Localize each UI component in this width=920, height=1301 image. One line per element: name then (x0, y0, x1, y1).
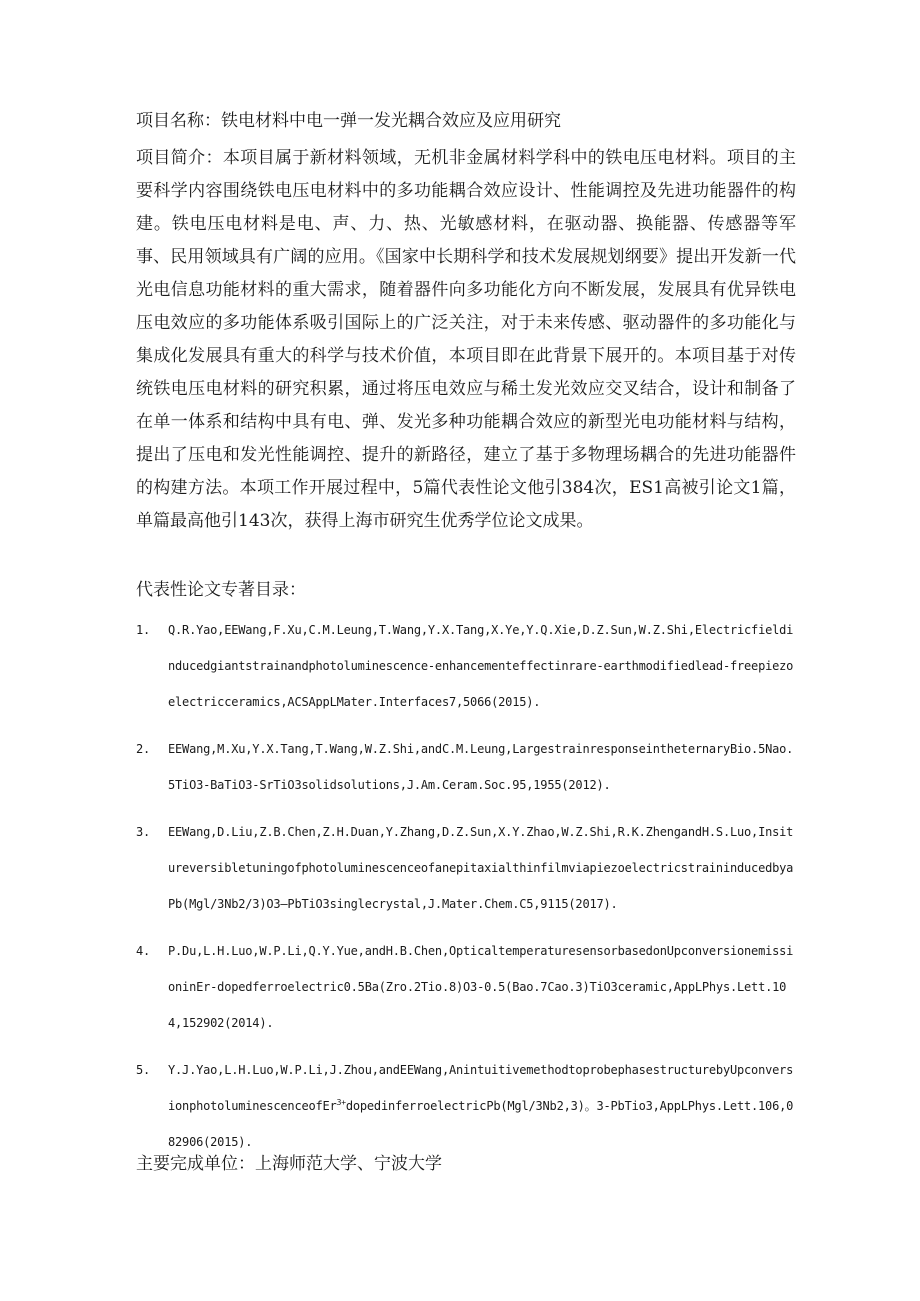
reference-text-part: Y.J.Yao,L.H.Luo,W.P.Li,J.Zhou,andEEWang,AnintuitivemethodtoprobephasestructurebyUpconversionphotoluminescenceofEr (168, 1063, 794, 1113)
reference-item (136, 612, 796, 720)
reference-item (136, 933, 796, 1041)
reference-text: EEWang,M.Xu,Y.X.Tang,T.Wang,W.Z.Shi,andC.M.Leung,LargestrainresponseintheternaryBio.5Nao.5TiO3-BaTiO3-SrTiO3solidsolutions,J.Am.Ceram.Soc.95,1955(2012). (168, 742, 794, 792)
reference-number: 5. (136, 1063, 151, 1077)
reference-item (136, 814, 796, 922)
completion-units: 主要完成单位：上海师范大学、宁波大学 (136, 1154, 442, 1174)
project-title: 项目名称：铁电材料中电一弹一发光耦合效应及应用研究 (136, 111, 561, 131)
reference-text: P.Du,L.H.Luo,W.P.Li,Q.Y.Yue,andH.B.Chen,OpticaltemperaturesensorbasedonUpconversionemissioninEr-dopedferroelectric0.5Ba(Zro.2Tio.8)O3-0.5(Bao.7Cao.3)TiO3ceramic,AppLPhys.Lett.104,152902(2014). (168, 944, 794, 1030)
reference-item (136, 731, 796, 803)
reference-number: 2. (136, 742, 151, 756)
reference-number: 3. (136, 825, 151, 839)
reference-item (136, 1052, 796, 1160)
project-summary: 项目简介：本项目属于新材料领域，无机非金属材料学科中的铁电压电材料。项目的主要科学内容围绕铁电压电材料中的多功能耦合效应设计、性能调控及先进功能器件的构建。铁电压电材料是电、声、力、热、光敏感材料，在驱动器、换能器、传感器等军事、民用领域具有广阔的应用。《国家中长期科学和技术发展规划纲要》提出开发新一代光电信息功能材料的重大需求，随着器件向多功能化方向不断发展，发展具有优异铁电压电效应的多功能体系吸引国际上的广泛关注，对于未来传感、驱动器件的多功能化与集成化发展具有重大的科学与技术价值，本项目即在此背景下展开的。本项目基于对传统铁电压电材料的研究积累，通过将压电效应与稀土发光效应交叉结合，设计和制备了在单一体系和结构中具有电、弹、发光多种功能耦合效应的新型光电功能材料与结构，提出了压电和发光性能调控、提升的新路径，建立了基于多物理场耦合的先进功能器件的构建方法。本项工作开展过程中，5篇代表性论文他引384次，ES1高被引论文1篇，单篇最高他引143次，获得上海市研究生优秀学位论文成果。 (136, 148, 796, 531)
reference-number: 4. (136, 944, 151, 958)
reference-list-heading: 代表性论文专著目录： (136, 580, 306, 600)
reference-text-part: dopedinferroelectricPb(Mgl/3Nb2,3)。3-PbTio3,AppLPhys.Lett.106,082906(2015). (168, 1099, 794, 1149)
reference-list (136, 612, 796, 1171)
reference-text: Q.R.Yao,EEWang,F.Xu,C.M.Leung,T.Wang,Y.X.Tang,X.Ye,Y.Q.Xie,D.Z.Sun,W.Z.Shi,Electricfieldinducedgiantstrainandphotoluminescence-enhancementeffectinrare-earthmodifiedlead-freepiezoelectricceramics,ACSAppLMater.Interfaces7,5066(2015). (168, 623, 794, 709)
superscript-charge: 3+ (336, 1098, 346, 1107)
reference-text: EEWang,D.Liu,Z.B.Chen,Z.H.Duan,Y.Zhang,D.Z.Sun,X.Y.Zhao,W.Z.Shi,R.K.ZhengandH.S.Luo,InsitureversibletuningofphotoluminescenceofanepitaxialthinfilmviapiezoelectricstraininducedbyaPb(Mgl/3Nb2/3)O3—PbTiO3singlecrystal,J.Mater.Chem.C5,9115(2017). (168, 825, 794, 911)
reference-text (168, 1063, 793, 1149)
reference-number: 1. (136, 623, 151, 637)
